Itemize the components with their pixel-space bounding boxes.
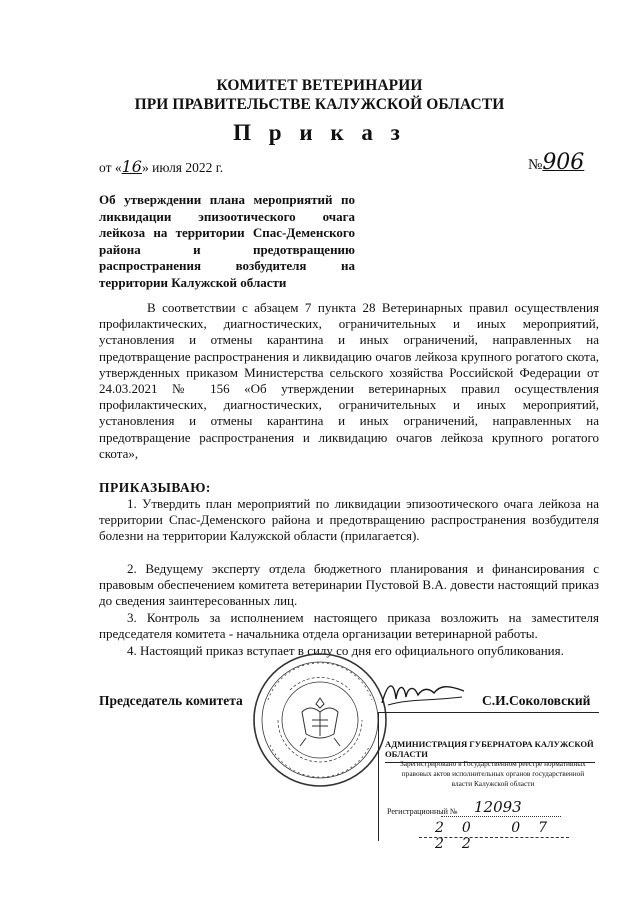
order-item-3: 3. Контроль за исполнением настоящего приказа возложить на заместителя председателя комитета - начальника отдела организации ветеринарной работы. xyxy=(99,610,599,642)
official-seal-icon xyxy=(250,650,390,790)
document-title: П р и к а з xyxy=(233,120,406,145)
order-number xyxy=(528,150,584,175)
registration-number-line xyxy=(441,816,561,817)
registration-stamp-org: АДМИНИСТРАЦИЯ ГУБЕРНАТОРА КАЛУЖСКОЙ ОБЛАСТИ xyxy=(385,739,595,763)
registration-stamp-text: Зарегистрировано в Государственном реестре нормативных правовых актов исполнительных органов государственной власти Калужской области xyxy=(400,759,586,788)
org-name-line1: КОМИТЕТ ВЕТЕРИНАРИИ xyxy=(216,77,423,94)
signatory-title: Председатель комитета xyxy=(99,693,243,708)
number-value-handwritten: 906 xyxy=(542,150,585,175)
registration-date-line xyxy=(419,837,569,838)
preamble-paragraph: В соответствии с абзацем 7 пункта 28 Ветеринарных правил осуществления профилактических, диагностических, ограничительных и иных мероприятий, установления и отмены карантина и иных ограничений, направленных на предотвращение распространения и ликвидацию очагов лейкоза крупного рогатого скота, утвержденных приказом Министерства сельского хозяйства Российской Федерации от 24.03.2021 № 156 «Об утверждении ветеринарных правил осуществления профилактических, диагностических, ограничительных и иных мероприятий, установления и отмены карантина и иных ограничений, направленных на предотвращение распространения и ликвидацию очагов лейкоза крупного рогатого скота», xyxy=(99,300,599,461)
order-date xyxy=(99,157,223,176)
number-sign: № xyxy=(528,157,543,173)
date-prefix: от « xyxy=(99,160,122,175)
order-item-4: 4. Настоящий приказ вступает в силу со дня его официального опубликования. xyxy=(127,643,564,658)
date-day-handwritten: 16 xyxy=(121,157,142,176)
order-item-1: 1. Утвердить план мероприятий по ликвидации эпизоотического очага лейкоза на территории Спас-Деменского района и предотвращению распространения возбудителя болезни на территории Калужской области (прилагается). xyxy=(99,496,599,544)
signatory-name: С.И.Соколовский xyxy=(482,693,591,708)
registration-number-label: Регистрационный № xyxy=(387,807,458,816)
registration-number-handwritten: 12093 xyxy=(474,798,522,816)
date-suffix: » июля 2022 г. xyxy=(141,160,224,175)
registration-stamp xyxy=(378,712,599,852)
order-keyword: ПРИКАЗЫВАЮ: xyxy=(99,480,211,495)
signature-icon xyxy=(378,675,468,715)
registration-date-handwritten: 20 07 22 xyxy=(435,820,566,852)
order-item-2: 2. Ведущему эксперту отдела бюджетного планирования и финансирования с правовым обеспечением комитета ветеринарии Пустовой В.А. довести настоящий приказ до сведения заинтересованных лиц. xyxy=(99,561,599,609)
org-name-line2: ПРИ ПРАВИТЕЛЬСТВЕ КАЛУЖСКОЙ ОБЛАСТИ xyxy=(134,96,505,113)
order-subject: Об утверждении плана мероприятий по ликвидации эпизоотического очага лейкоза на территории Спас-Деменского района и предотвращению распространения возбудителя на территории Калужской области xyxy=(99,192,355,290)
